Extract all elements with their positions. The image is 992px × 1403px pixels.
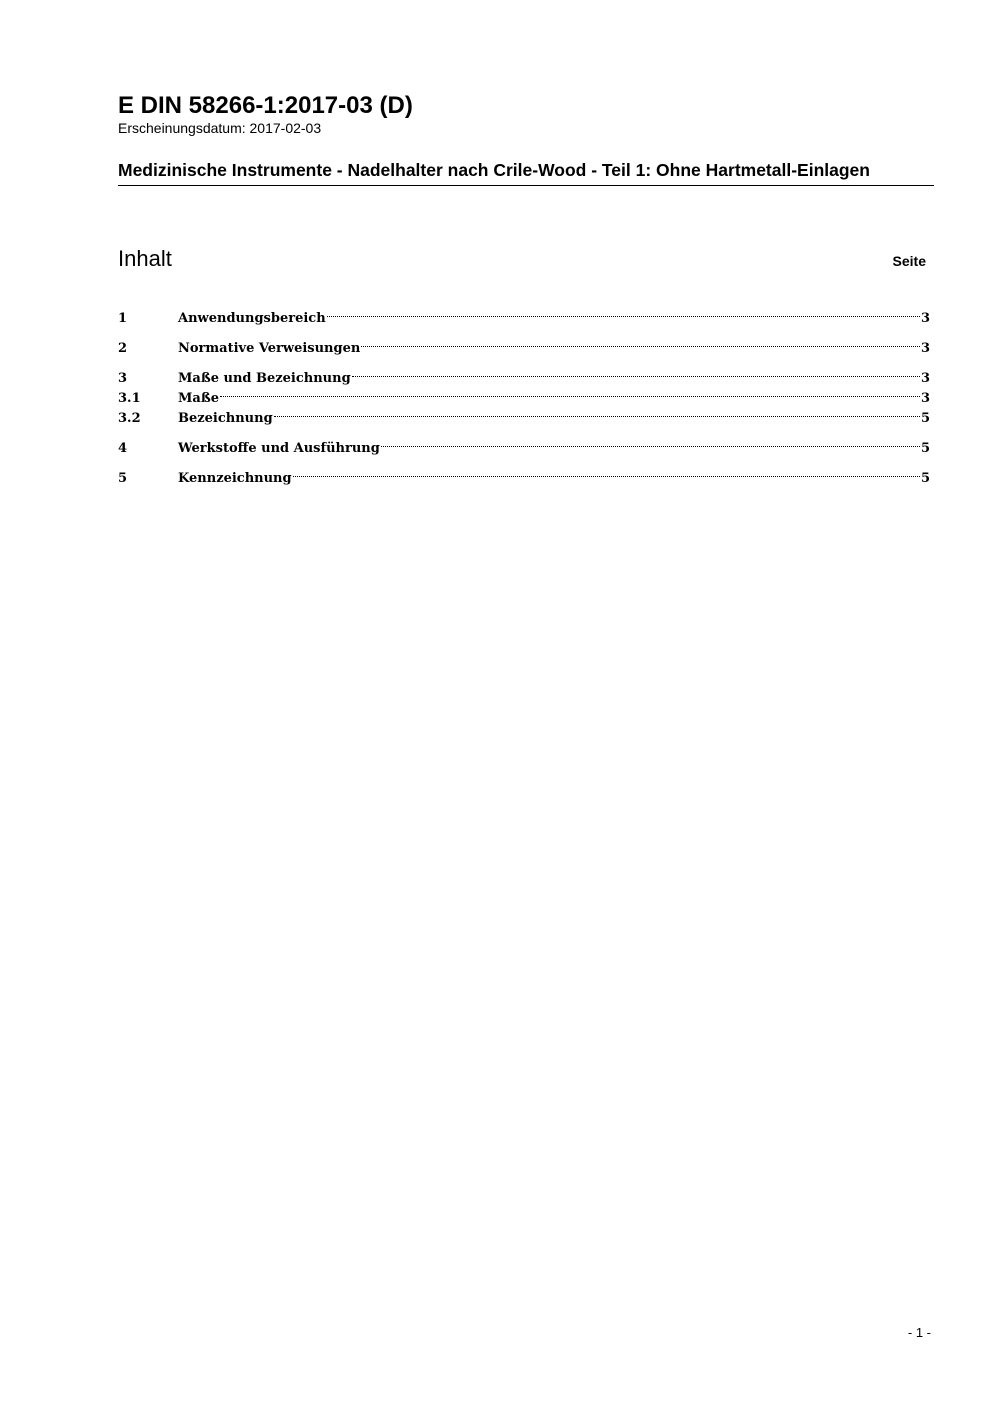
toc-entry-page: 5 xyxy=(920,411,930,426)
toc-entry-4[interactable] xyxy=(118,432,930,456)
toc-entry-number: 3.1 xyxy=(118,391,141,406)
toc-dot-leader xyxy=(352,362,920,382)
toc-entry-title: Maße xyxy=(178,391,219,406)
toc-entry-title: Kennzeichnung xyxy=(178,471,292,486)
toc-dot-leader xyxy=(293,462,920,482)
toc-entry-page: 3 xyxy=(920,311,930,326)
toc-entry-title: Bezeichnung xyxy=(178,411,273,426)
toc-page-column-label: Seite xyxy=(892,253,926,269)
table-of-contents xyxy=(118,302,930,486)
toc-entry-title: Werkstoffe und Ausführung xyxy=(178,441,380,456)
toc-entry-number: 3 xyxy=(118,371,128,386)
toc-dot-leader xyxy=(361,332,920,352)
document-id: E DIN 58266-1:2017-03 (D) xyxy=(118,92,413,119)
toc-dot-leader xyxy=(274,402,920,422)
toc-entry-1[interactable] xyxy=(118,302,930,326)
toc-heading xyxy=(118,245,926,273)
toc-entry-number: 5 xyxy=(118,471,128,486)
document-header xyxy=(118,92,934,136)
toc-entry-3-1[interactable] xyxy=(118,382,930,406)
toc-entry-page: 5 xyxy=(920,471,930,486)
toc-entry-number: 1 xyxy=(118,311,128,326)
toc-entry-5[interactable] xyxy=(118,462,930,486)
publication-date: Erscheinungsdatum: 2017-02-03 xyxy=(118,120,322,136)
document-title: Medizinische Instrumente - Nadelhalter nach Crile-Wood - Teil 1: Ohne Hartmetall-Einlagen xyxy=(118,159,934,186)
page-number: - 1 - xyxy=(907,1325,931,1340)
toc-entry-2[interactable] xyxy=(118,332,930,356)
toc-entry-number: 3.2 xyxy=(118,411,141,426)
toc-entry-3-2[interactable] xyxy=(118,402,930,426)
toc-title: Inhalt xyxy=(118,246,172,271)
toc-entry-title: Normative Verweisungen xyxy=(178,341,361,356)
toc-dot-leader xyxy=(327,302,920,322)
toc-entry-page: 3 xyxy=(920,391,930,406)
toc-entry-number: 2 xyxy=(118,341,128,356)
toc-entry-title: Maße und Bezeichnung xyxy=(178,371,351,386)
toc-entry-page: 3 xyxy=(920,371,930,386)
toc-entry-3[interactable] xyxy=(118,362,930,386)
toc-entry-page: 3 xyxy=(920,341,930,356)
toc-entry-title: Anwendungsbereich xyxy=(178,311,326,326)
toc-entry-page: 5 xyxy=(920,441,930,456)
toc-dot-leader xyxy=(381,432,920,452)
toc-dot-leader xyxy=(220,382,920,402)
toc-entry-number: 4 xyxy=(118,441,128,456)
